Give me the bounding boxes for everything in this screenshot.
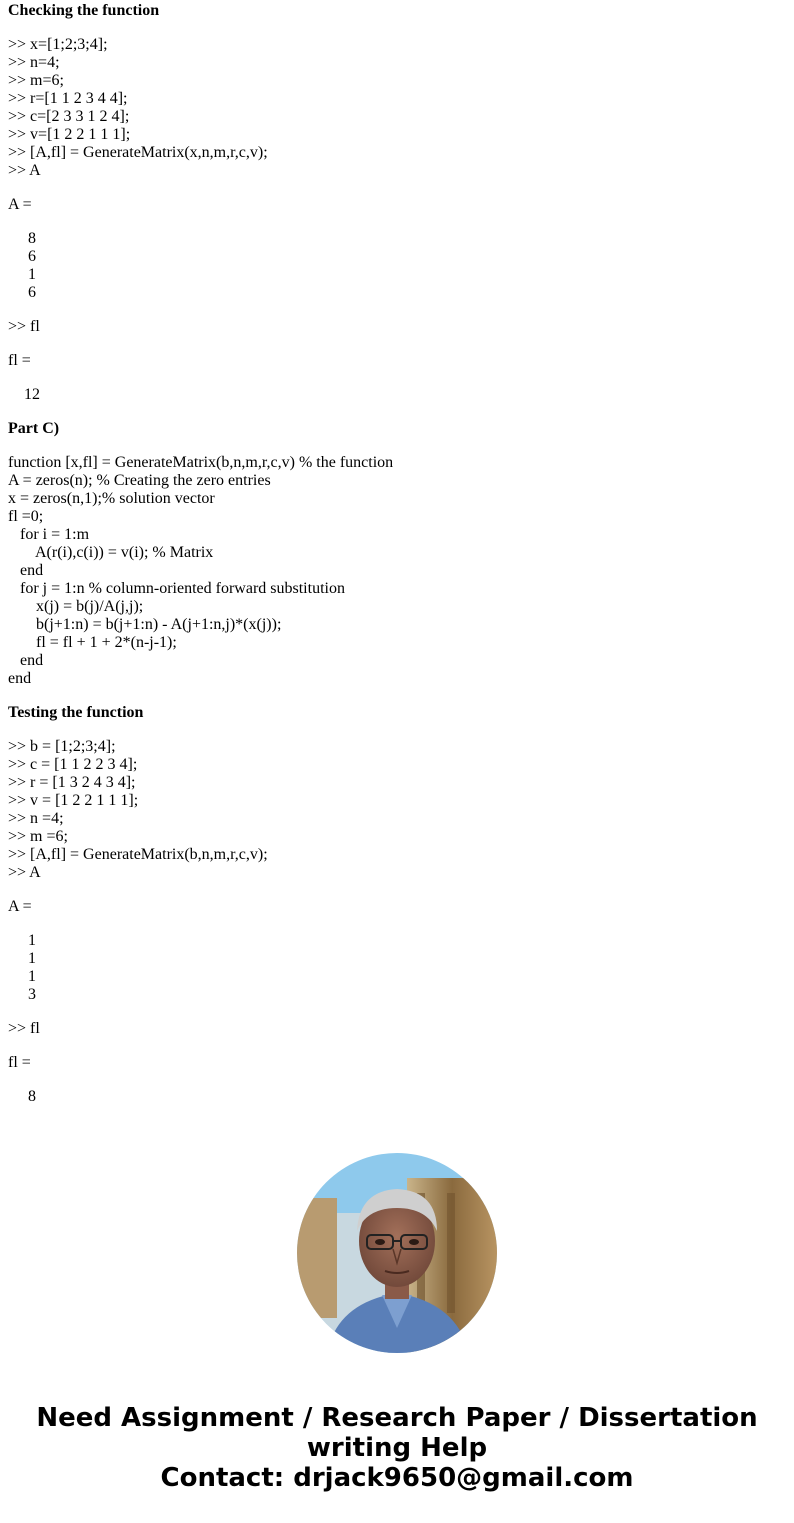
- matrix-output: [8, 230, 788, 302]
- command-line: >> v = [1 2 2 1 1 1];: [8, 792, 139, 809]
- fl-value: 8: [28, 1088, 36, 1105]
- command-line: >> c = [1 1 2 2 3 4];: [8, 756, 138, 773]
- contact-banner: [0, 1403, 794, 1493]
- code-line: end: [8, 670, 32, 687]
- banner-contact: Contact: drjack9650@gmail.com: [160, 1463, 634, 1493]
- matrix-value: 1: [28, 266, 36, 283]
- command-line: >> m =6;: [8, 828, 68, 845]
- code-block: [8, 454, 788, 688]
- matrix-value: 3: [28, 986, 36, 1003]
- fl-value: 12: [24, 386, 40, 403]
- banner-line: Need Assignment / Research Paper / Dissertation: [36, 1403, 758, 1433]
- matrix-value: 1: [28, 932, 36, 949]
- matrix-value: 1: [28, 968, 36, 985]
- code-line: fl = fl + 1 + 2*(n-j-1);: [36, 634, 177, 651]
- code-line: fl =0;: [8, 508, 44, 525]
- code-line: end: [20, 652, 44, 669]
- fl-command-block: [8, 1020, 788, 1038]
- code-line: b(j+1:n) = b(j+1:n) - A(j+1:n,j)*(x(j));: [36, 616, 282, 633]
- command-line: >> m=6;: [8, 72, 64, 89]
- banner-line: writing Help: [306, 1433, 488, 1463]
- fl-command-block: [8, 318, 788, 336]
- output-label: [8, 196, 788, 214]
- code-line: end: [20, 562, 44, 579]
- fl-label: fl =: [8, 1054, 31, 1071]
- document-body: [8, 2, 788, 1122]
- section-heading-testing: Testing the function: [8, 704, 144, 721]
- command-block: [8, 738, 788, 882]
- command-line: >> b = [1;2;3;4];: [8, 738, 116, 755]
- section-heading-part-c: Part C): [8, 420, 60, 437]
- command-line: >> x=[1;2;3;4];: [8, 36, 108, 53]
- matrix-value: 8: [28, 230, 36, 247]
- matrix-value: 1: [28, 950, 36, 967]
- output-label: [8, 898, 788, 916]
- command-line: >> n =4;: [8, 810, 64, 827]
- command-line: >> A: [8, 162, 41, 179]
- code-line: x(j) = b(j)/A(j,j);: [36, 598, 144, 615]
- fl-command: >> fl: [8, 1020, 40, 1037]
- matrix-value: 6: [28, 284, 36, 301]
- code-line: A = zeros(n); % Creating the zero entries: [8, 472, 271, 489]
- portrait-image: [297, 1153, 497, 1353]
- command-line: >> [A,fl] = GenerateMatrix(b,n,m,r,c,v);: [8, 846, 268, 863]
- fl-label: fl =: [8, 352, 31, 369]
- command-line: >> [A,fl] = GenerateMatrix(x,n,m,r,c,v);: [8, 144, 268, 161]
- fl-label-block: [8, 1054, 788, 1072]
- fl-output-block: [8, 386, 788, 404]
- command-block: [8, 36, 788, 180]
- code-line: for j = 1:n % column-oriented forward substitution: [20, 580, 345, 597]
- fl-command: >> fl: [8, 318, 40, 335]
- a-label: A =: [8, 898, 32, 915]
- code-line: function [x,fl] = GenerateMatrix(b,n,m,r,c,v) % the function: [8, 454, 394, 471]
- section-heading-checking: Checking the function: [8, 2, 160, 19]
- command-line: >> A: [8, 864, 41, 881]
- author-photo: [297, 1153, 497, 1353]
- fl-label-block: [8, 352, 788, 370]
- command-line: >> c=[2 3 3 1 2 4];: [8, 108, 130, 125]
- code-line: A(r(i),c(i)) = v(i); % Matrix: [35, 544, 214, 561]
- command-line: >> n=4;: [8, 54, 60, 71]
- code-line: x = zeros(n,1);% solution vector: [8, 490, 215, 507]
- fl-output-block: [8, 1088, 788, 1106]
- code-line: for i = 1:m: [20, 526, 90, 543]
- matrix-output: [8, 932, 788, 1004]
- command-line: >> r = [1 3 2 4 3 4];: [8, 774, 136, 791]
- matrix-value: 6: [28, 248, 36, 265]
- command-line: >> r=[1 1 2 3 4 4];: [8, 90, 128, 107]
- a-label: A =: [8, 196, 32, 213]
- command-line: >> v=[1 2 2 1 1 1];: [8, 126, 131, 143]
